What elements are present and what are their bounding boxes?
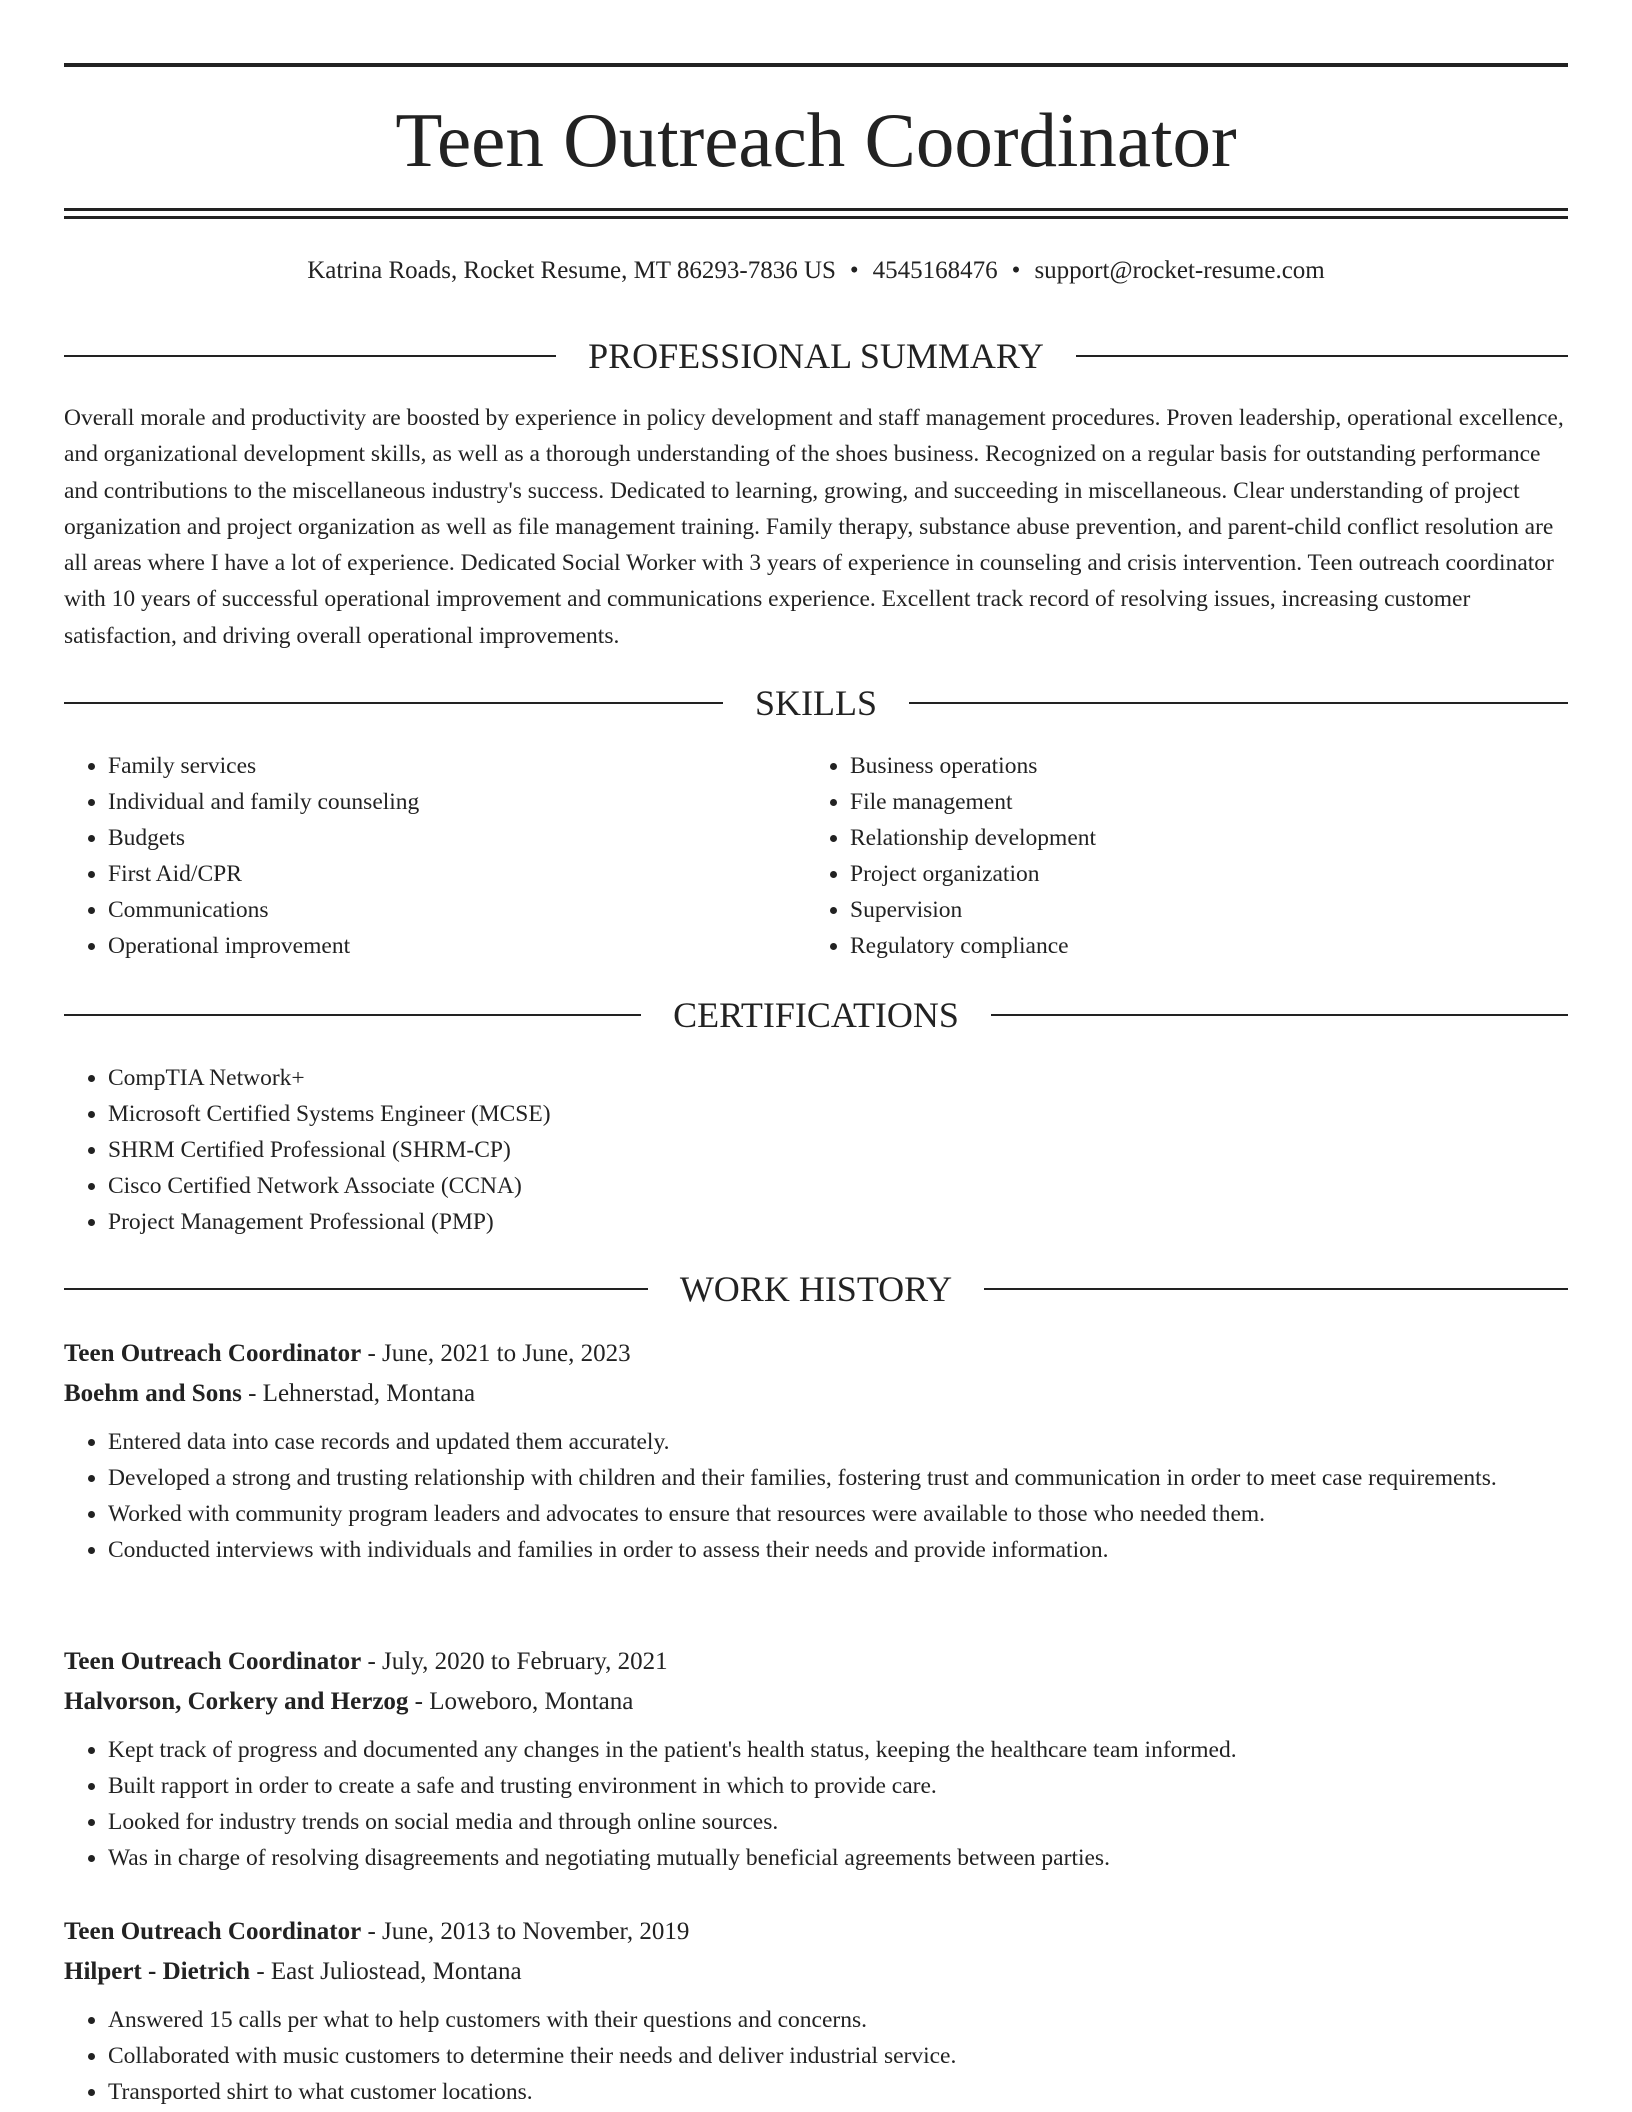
summary-heading [64,334,1568,378]
certification-item: • Cisco Certified Network Associate (CCNA) [108,1168,1568,1204]
job-company: Boehm and Sons [64,1380,242,1407]
job-entry [64,1912,1568,2110]
skill-item: • Business operations [850,748,1568,784]
title-rule-upper [64,208,1568,211]
job-dates: - July, 2020 to February, 2021 [361,1648,668,1675]
certifications-heading [64,993,1568,1037]
title-rule-lower [64,216,1568,219]
job-title: Teen Outreach Coordinator [64,1648,362,1675]
heading-rule-left [64,1014,641,1016]
summary-heading-label: PROFESSIONAL SUMMARY [588,336,1044,376]
job-bullet: • Entered data into case records and updated them accurately. [108,1424,1568,1460]
resume-title: Teen Outreach Coordinator [395,97,1237,183]
heading-rule-left [64,702,723,704]
job-bullet: • Worked with community program leaders and advocates to ensure that resources were available to those who needed them. [108,1496,1568,1532]
skills-heading [64,681,1568,725]
job-company-line [64,1952,1568,1992]
heading-rule-right [991,1014,1568,1016]
contact-separator: • [1011,257,1021,284]
job-company: Halvorson, Corkery and Herzog [64,1688,409,1715]
job-title-line [64,1912,1568,1952]
skills-right-column [806,748,1568,964]
heading-rule-left [64,355,556,357]
job-bullet: • Transported shirt to what customer locations. [108,2074,1568,2110]
skill-item: • Individual and family counseling [108,784,804,820]
skill-item: • Operational improvement [108,928,804,964]
skill-item: • Communications [108,892,804,928]
skill-item: • Relationship development [850,820,1568,856]
job-title-line [64,1334,1568,1374]
skill-item: • File management [850,784,1568,820]
job-location: - East Juliostead, Montana [250,1958,522,1985]
skill-item: • First Aid/CPR [108,856,804,892]
job-dates: - June, 2021 to June, 2023 [361,1340,631,1367]
job-location: - Lehnerstad, Montana [241,1380,476,1407]
contact-address: Katrina Roads, Rocket Resume, MT 86293-7836 US [307,257,836,284]
job-bullet: • Was in charge of resolving disagreements and negotiating mutually beneficial agreements between parties. [108,1840,1568,1876]
heading-rule-right [1076,355,1568,357]
heading-rule-right [984,1288,1568,1290]
work-history-heading [64,1267,1568,1311]
job-bullet: • Built rapport in order to create a safe and trusting environment in which to provide care. [108,1768,1568,1804]
certifications-heading-label: CERTIFICATIONS [673,995,959,1035]
job-title-line [64,1642,1568,1682]
heading-rule-right [909,702,1568,704]
job-bullet: • Answered 15 calls per what to help customers with their questions and concerns. [108,2002,1568,2038]
contact-line [64,255,1568,287]
skill-item: • Budgets [108,820,804,856]
job-entry [64,1334,1568,1568]
certification-item: • Microsoft Certified Systems Engineer (MCSE) [108,1096,1568,1132]
contact-separator: • [849,257,859,284]
summary-text: Overall morale and productivity are boosted by experience in policy development and staff management procedures. Proven leadership, operational excellence, and organizational development skills, as well as a thorough understanding of the shoes business. Recognized on a regular basis for outstanding performance and contributions to the miscellaneous industry's success. Dedicated to learning, growing, and succeeding in miscellaneous. Clear understanding of project organization and project organization as well as file management training. Family therapy, substance abuse prevention, and parent-child conflict resolution are all areas where I have a lot of experience. Dedicated Social Worker with 3 years of experience in counseling and crisis intervention. Teen outreach coordinator with 10 years of successful operational improvement and communications experience. Excellent track record of resolving issues, increasing customer satisfaction, and driving overall operational improvements. [64,405,1564,649]
job-bullets [64,1732,1568,1876]
job-title: Teen Outreach Coordinator [64,1918,362,1945]
certification-item: • Project Management Professional (PMP) [108,1204,1568,1240]
job-company-line [64,1682,1568,1722]
certification-item: • SHRM Certified Professional (SHRM-CP) [108,1132,1568,1168]
job-bullet: • Looked for industry trends on social media and through online sources. [108,1804,1568,1840]
job-bullet: • Developed a strong and trusting relationship with children and their families, fostering trust and communication in order to meet case requirements. [108,1460,1568,1496]
skills-left-column [64,748,804,964]
job-company-line [64,1374,1568,1414]
heading-rule-left [64,1288,648,1290]
skill-item: • Family services [108,748,804,784]
contact-phone: 4545168476 [872,257,998,284]
certification-item: • CompTIA Network+ [108,1060,1568,1096]
certifications-list [64,1060,1568,1240]
job-bullet: • Collaborated with music customers to determine their needs and deliver industrial service. [108,2038,1568,2074]
skills-right-list [806,748,1568,964]
work-history-heading-label: WORK HISTORY [679,1269,953,1309]
skill-item: • Regulatory compliance [850,928,1568,964]
skill-item: • Project organization [850,856,1568,892]
job-dates: - June, 2013 to November, 2019 [361,1918,690,1945]
job-company: Hilpert - Dietrich [64,1958,251,1985]
job-bullets [64,1424,1568,1568]
contact-email: support@rocket-resume.com [1034,257,1325,284]
skills-left-list [64,748,804,964]
job-bullet: • Kept track of progress and documented any changes in the patient's health status, keeping the healthcare team informed. [108,1732,1568,1768]
skills-heading-label: SKILLS [755,683,878,723]
job-entry [64,1642,1568,1876]
top-rule [64,63,1568,67]
job-title: Teen Outreach Coordinator [64,1340,362,1367]
job-location: - Loweboro, Montana [408,1688,634,1715]
certifications-block [64,1060,1568,1240]
skill-item: • Supervision [850,892,1568,928]
job-bullet: • Conducted interviews with individuals and families in order to assess their needs and provide information. [108,1532,1568,1568]
job-bullets [64,2002,1568,2110]
